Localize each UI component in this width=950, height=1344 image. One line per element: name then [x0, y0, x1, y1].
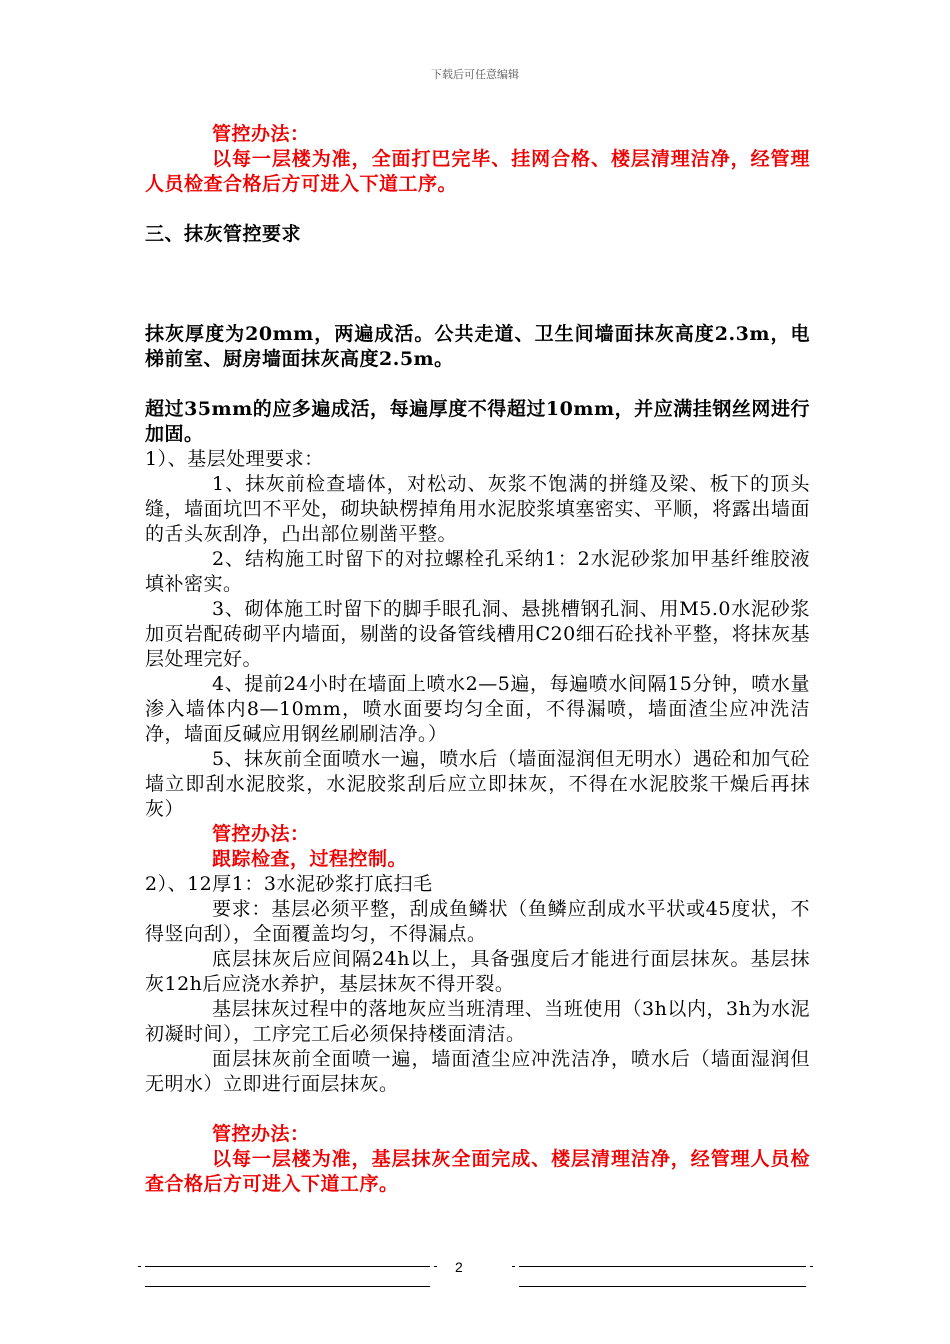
footer-dot: [810, 1266, 813, 1267]
over-thickness-paragraph: 超过35mm的应多遍成活，每遍厚度不得超过10mm，并应满挂钢丝网进行加固。: [145, 398, 810, 445]
page-header: 下载后可任意编辑: [431, 68, 519, 81]
subsection-heading: 1）、基层处理要求：: [145, 448, 324, 470]
list-item: 1、抹灰前检查墙体，对松动、灰浆不饱满的拼缝及梁、板下的顶头缝，墙面坑凹不平处，砌块缺楞掉角用水泥胶浆填塞密实、平顺，将露出墙面的舌头灰刮净，凸出部位剔凿平整。: [145, 473, 810, 545]
footer-rule: [145, 1266, 430, 1267]
footer-rule: [519, 1286, 806, 1287]
control-method-text: 以每一层楼为准，全面打巴完毕、挂网合格、楼层清理洁净，经管理人员检查合格后方可进入下道工序。: [145, 148, 810, 195]
list-item: 4、提前24小时在墙面上喷水2—5遍，每遍喷水间隔15分钟，喷水量渗入墙体内8—10mm，喷水面要均匀全面，不得漏喷，墙面渣尘应冲洗洁净，墙面反碱应用钢丝刷刷洁净。）: [145, 673, 810, 745]
control-method-heading: 管控办法：: [212, 823, 310, 845]
control-method-heading: 管控办法：: [212, 1123, 310, 1145]
footer-dot: [512, 1266, 515, 1267]
section-heading: 三、抹灰管控要求: [145, 223, 302, 245]
control-method-text: 跟踪检查，过程控制。: [212, 848, 408, 870]
requirement-paragraph: 面层抹灰前全面喷一遍，墙面渣尘应冲洗洁净，喷水后（墙面湿润但无明水）立即进行面层抹灰。: [145, 1048, 810, 1095]
control-method-heading: 管控办法：: [212, 123, 310, 145]
footer-dot: [434, 1266, 437, 1267]
page-number: 2: [455, 1259, 463, 1275]
requirement-paragraph: 要求：基层必须平整，刮成鱼鳞状（鱼鳞应刮成水平状或45度状，不得竖向刮），全面覆盖均匀，不得漏点。: [145, 898, 810, 945]
plaster-thickness-paragraph: 抹灰厚度为20mm，两遍成活。公共走道、卫生间墙面抹灰高度2.3m，电梯前室、厨房墙面抹灰高度2.5m。: [145, 323, 810, 370]
subsection-heading: 2）、12厚1：3水泥砂浆打底扫毛: [145, 873, 433, 895]
list-item: 3、砌体施工时留下的脚手眼孔洞、悬挑槽钢孔洞、用M5.0水泥砂浆加页岩配砖砌平内墙面，剔凿的设备管线槽用C20细石砼找补平整，将抹灰基层处理完好。: [145, 598, 810, 670]
footer-dot: [138, 1266, 141, 1267]
list-item: 5、抹灰前全面喷水一遍，喷水后（墙面湿润但无明水）遇砼和加气砼墙立即刮水泥胶浆，水泥胶浆刮后应立即抹灰，不得在水泥胶浆干燥后再抹灰）: [145, 748, 810, 820]
footer-rule: [145, 1286, 430, 1287]
page-footer: [0, 1258, 950, 1298]
document-body: [145, 122, 810, 1197]
requirement-paragraph: 基层抹灰过程中的落地灰应当班清理、当班使用（3h以内，3h为水泥初凝时间），工序完工后必须保持楼面清洁。: [145, 998, 810, 1045]
control-method-text: 以每一层楼为准，基层抹灰全面完成、楼层清理洁净，经管理人员检查合格后方可进入下道工序。: [145, 1148, 810, 1195]
footer-rule: [519, 1266, 806, 1267]
requirement-paragraph: 底层抹灰后应间隔24h以上，具备强度后才能进行面层抹灰。基层抹灰12h后应浇水养护，基层抹灰不得开裂。: [145, 948, 810, 995]
list-item: 2、结构施工时留下的对拉螺栓孔采纳1：2水泥砂浆加甲基纤维胶液填补密实。: [145, 548, 810, 595]
